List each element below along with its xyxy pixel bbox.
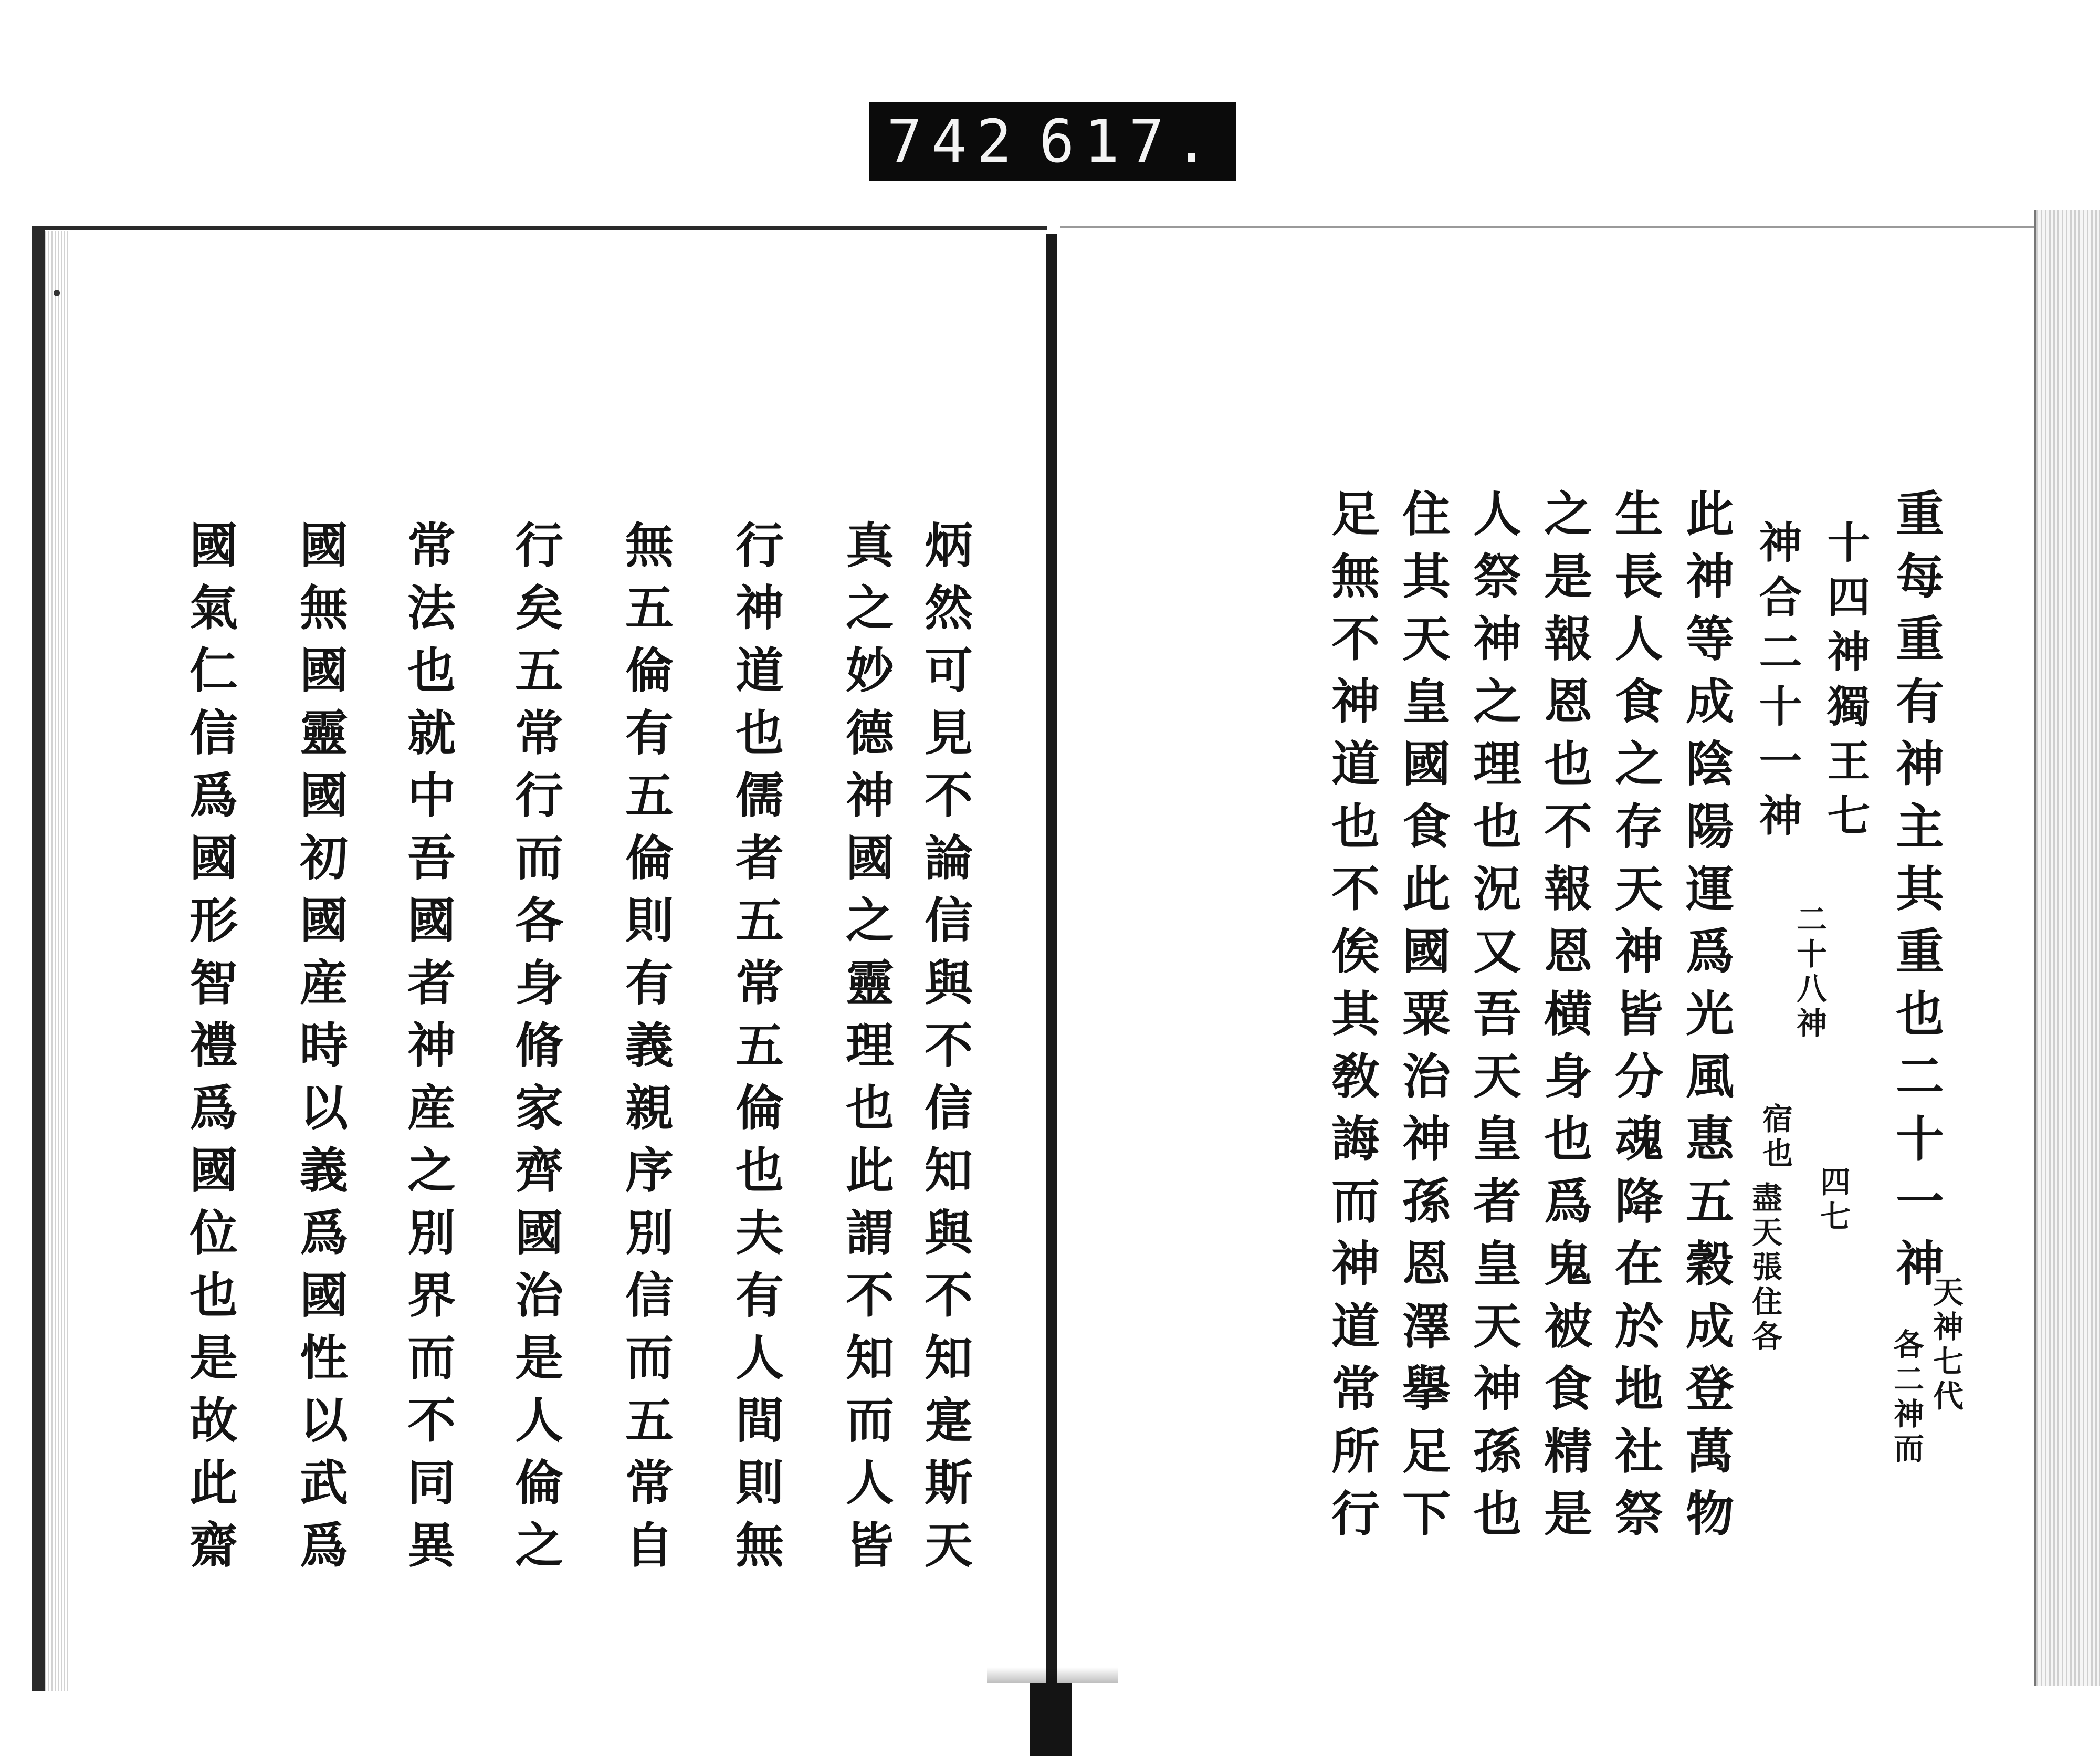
spine-foot [1030, 1683, 1072, 1756]
left-column-8: 國氣仁信爲國形智禮爲國位也是故此齋 [182, 520, 238, 1582]
left-column-5: 行矣五常行而各身脩家齊國治是人倫之 [507, 520, 564, 1582]
right-column-7: 人祭神之理也況又吾天皇者皇天神孫也 [1465, 488, 1522, 1551]
right-page-text [1060, 488, 2048, 1670]
left-column-4: 無五倫有五倫則有義親序別信而五常自 [617, 520, 674, 1582]
frame-number-label [869, 102, 1236, 181]
frame-number-right: 617. [1039, 108, 1219, 176]
binding-hole-mark [54, 290, 60, 296]
left-column-1: 炳然可見不論信與不信知與不知寔斯天 [917, 520, 973, 1582]
left-column-7: 國無國靈國初國産時以義爲國性以武爲 [292, 520, 349, 1582]
left-column-2: 真之妙德神國之靈理也此謂不知而人皆 [838, 520, 895, 1582]
left-column-3: 行神道也儒者五常五倫也夫有人間則無 [728, 520, 784, 1582]
book-spine [1046, 234, 1057, 1694]
frame-number-left: 742 [887, 108, 1022, 176]
right-column-3: 神合二十一神 [1752, 520, 1802, 848]
left-page-text [32, 520, 1047, 1686]
right-note-1b: 各二神而 [1888, 1329, 1924, 1467]
right-column-9: 足無不神道也不俟其敎誨而神道常所行 [1324, 488, 1380, 1551]
right-column-6: 之是報恩也不報恩横身也爲鬼被食精是 [1536, 488, 1593, 1551]
right-column-8: 住其天皇國食此國粟治神孫恩澤擧足下 [1394, 488, 1451, 1551]
right-note-3b: 盡天張住各 [1747, 1182, 1782, 1355]
right-note-2: 二十八神 [1791, 903, 1827, 1042]
left-column-6: 常法也就中吾國者神産之別界而不同異 [400, 520, 456, 1582]
right-column-5: 生長人食之存天神皆分魂降在於地社祭 [1607, 488, 1664, 1551]
right-note-2b: 四七 [1815, 1166, 1851, 1235]
right-column-1: 重每重有神主其重也二十一神 [1888, 488, 1945, 1301]
right-note-1: 天神七代 [1928, 1276, 1964, 1415]
right-column-4: 此神等成陰陽運爲光風惠五穀成登萬物 [1678, 488, 1735, 1551]
right-note-3: 宿也 [1757, 1103, 1793, 1172]
right-column-2-main: 十四神獨王七 [1820, 520, 1871, 848]
